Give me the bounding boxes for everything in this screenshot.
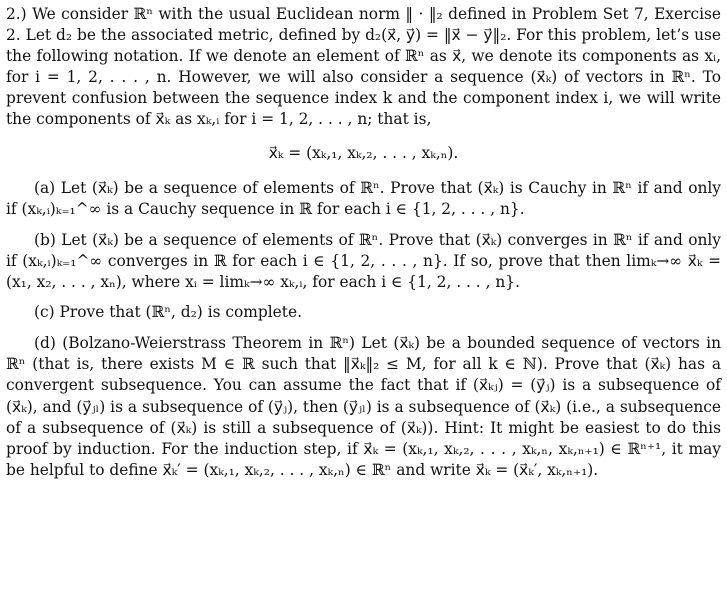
problem-intro: 2.) We consider ℝⁿ with the usual Euclidean norm ‖ · ‖₂ defined in Problem Set 7, Exercise 2. Let d₂ be the associated metric, defined by d₂(x⃗, y⃗) = ‖x⃗ − y⃗‖₂. For this problem, let’s use the following notation. If we denote an element of ℝⁿ as x⃗, we denote its components as xᵢ, for i = 1, 2, . . . , n. However, we will also consider a sequence (x⃗ₖ) of vectors in ℝⁿ. To prevent confusion between the sequence index k and the component index i, we will write the components of x⃗ₖ as xₖ,ᵢ for i = 1, 2, . . . , n; that is, xyxy=(6,5,721,129)
part-c: (c) Prove that (ℝⁿ, d₂) is complete. xyxy=(34,303,302,322)
part-b: (b) Let (x⃗ₖ) be a sequence of elements of ℝⁿ. Prove that (x⃗ₖ) converges in ℝⁿ if and only if (xₖ,ᵢ)ₖ₌₁^∞ converges in ℝ for each i ∈ {1, 2, . . . , n}. If so, prove that then limₖ→∞ x⃗ₖ = (x₁, x₂, . . . , xₙ), where xᵢ = limₖ→∞ xₖ,ᵢ, for each i ∈ {1, 2, . . . , n}. xyxy=(6,230,721,292)
display-equation: x⃗ₖ = (xₖ,₁, xₖ,₂, . . . , xₖ,ₙ). xyxy=(268,143,459,162)
problem-document xyxy=(6,4,721,481)
part-a: (a) Let (x⃗ₖ) be a sequence of elements of ℝⁿ. Prove that (x⃗ₖ) is Cauchy in ℝⁿ if and only if (xₖ,ᵢ)ₖ₌₁^∞ is a Cauchy sequence in ℝ for each i ∈ {1, 2, . . . , n}. xyxy=(6,178,721,218)
part-d: (d) (Bolzano-Weierstrass Theorem in ℝⁿ) Let (x⃗ₖ) be a bounded sequence of vectors in ℝⁿ (that is, there exists M ∈ ℝ such that ‖x⃗ₖ‖₂ ≤ M, for all k ∈ ℕ). Prove that (x⃗ₖ) has a convergent subsequence. You can assume the fact that if (x⃗ₖⱼ) = (y⃗ⱼ) is a subsequence of (x⃗ₖ), and (y⃗ⱼₗ) is a subsequence of (y⃗ⱼ), then (y⃗ⱼₗ) is a subsequence of (x⃗ₖ) (i.e., a subsequence of a subsequence of (x⃗ₖ) is still a subsequence of (x⃗ₖ)). Hint: It might be easiest to do this proof by induction. For the induction step, if x⃗ₖ = (xₖ,₁, xₖ,₂, . . . , xₖ,ₙ, xₖ,ₙ₊₁) ∈ ℝⁿ⁺¹, it may be helpful to define x⃗ₖ′ = (xₖ,₁, xₖ,₂, . . . , xₖ,ₙ) ∈ ℝⁿ and write x⃗ₖ = (x⃗ₖ′, xₖ,ₙ₊₁). xyxy=(6,334,721,479)
